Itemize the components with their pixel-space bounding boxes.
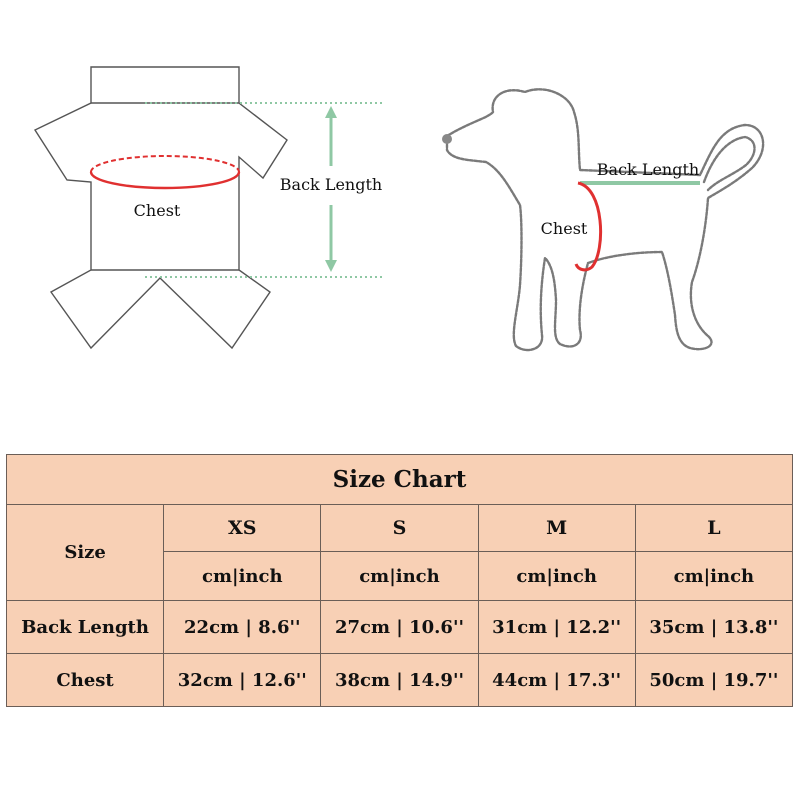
back-length-xs: 22cm | 8.6'' [164,601,321,654]
back-length-row [7,601,793,654]
size-row-header: Size [7,505,164,601]
dog-illustration [447,89,763,350]
dog-outline [447,89,763,350]
dog-back-length-label: Back Length [596,160,700,179]
back-length-s: 27cm | 10.6'' [321,601,478,654]
chest-s: 38cm | 14.9'' [321,654,478,707]
size-chart-table [6,454,793,707]
back-length-row-label: Back Length [7,601,164,654]
unit-cell-s: cm|inch [321,552,478,601]
chest-l: 50cm | 19.7'' [635,654,792,707]
size-xs-header: XS [164,505,321,552]
size-s-header: S [321,505,478,552]
back-length-m: 31cm | 12.2'' [478,601,635,654]
chest-row-label: Chest [7,654,164,707]
dog-nose-icon [442,134,452,144]
chest-m: 44cm | 17.3'' [478,654,635,707]
unit-cell-l: cm|inch [635,552,792,601]
size-l-header: L [635,505,792,552]
size-m-header: M [478,505,635,552]
dog-chest-label: Chest [540,219,588,238]
size-chart-title-row [7,455,793,505]
garment-chest-label: Chest [133,201,181,220]
unit-cell-xs: cm|inch [164,552,321,601]
garment-back-length-label: Back Length [279,175,383,194]
dog-tail-inner [704,137,755,190]
chest-row [7,654,793,707]
garment-chest-marker [91,156,239,188]
size-chart-title: Size Chart [7,455,793,505]
unit-cell-m: cm|inch [478,552,635,601]
back-length-l: 35cm | 13.8'' [635,601,792,654]
chest-xs: 32cm | 12.6'' [164,654,321,707]
size-header-row [7,505,793,552]
